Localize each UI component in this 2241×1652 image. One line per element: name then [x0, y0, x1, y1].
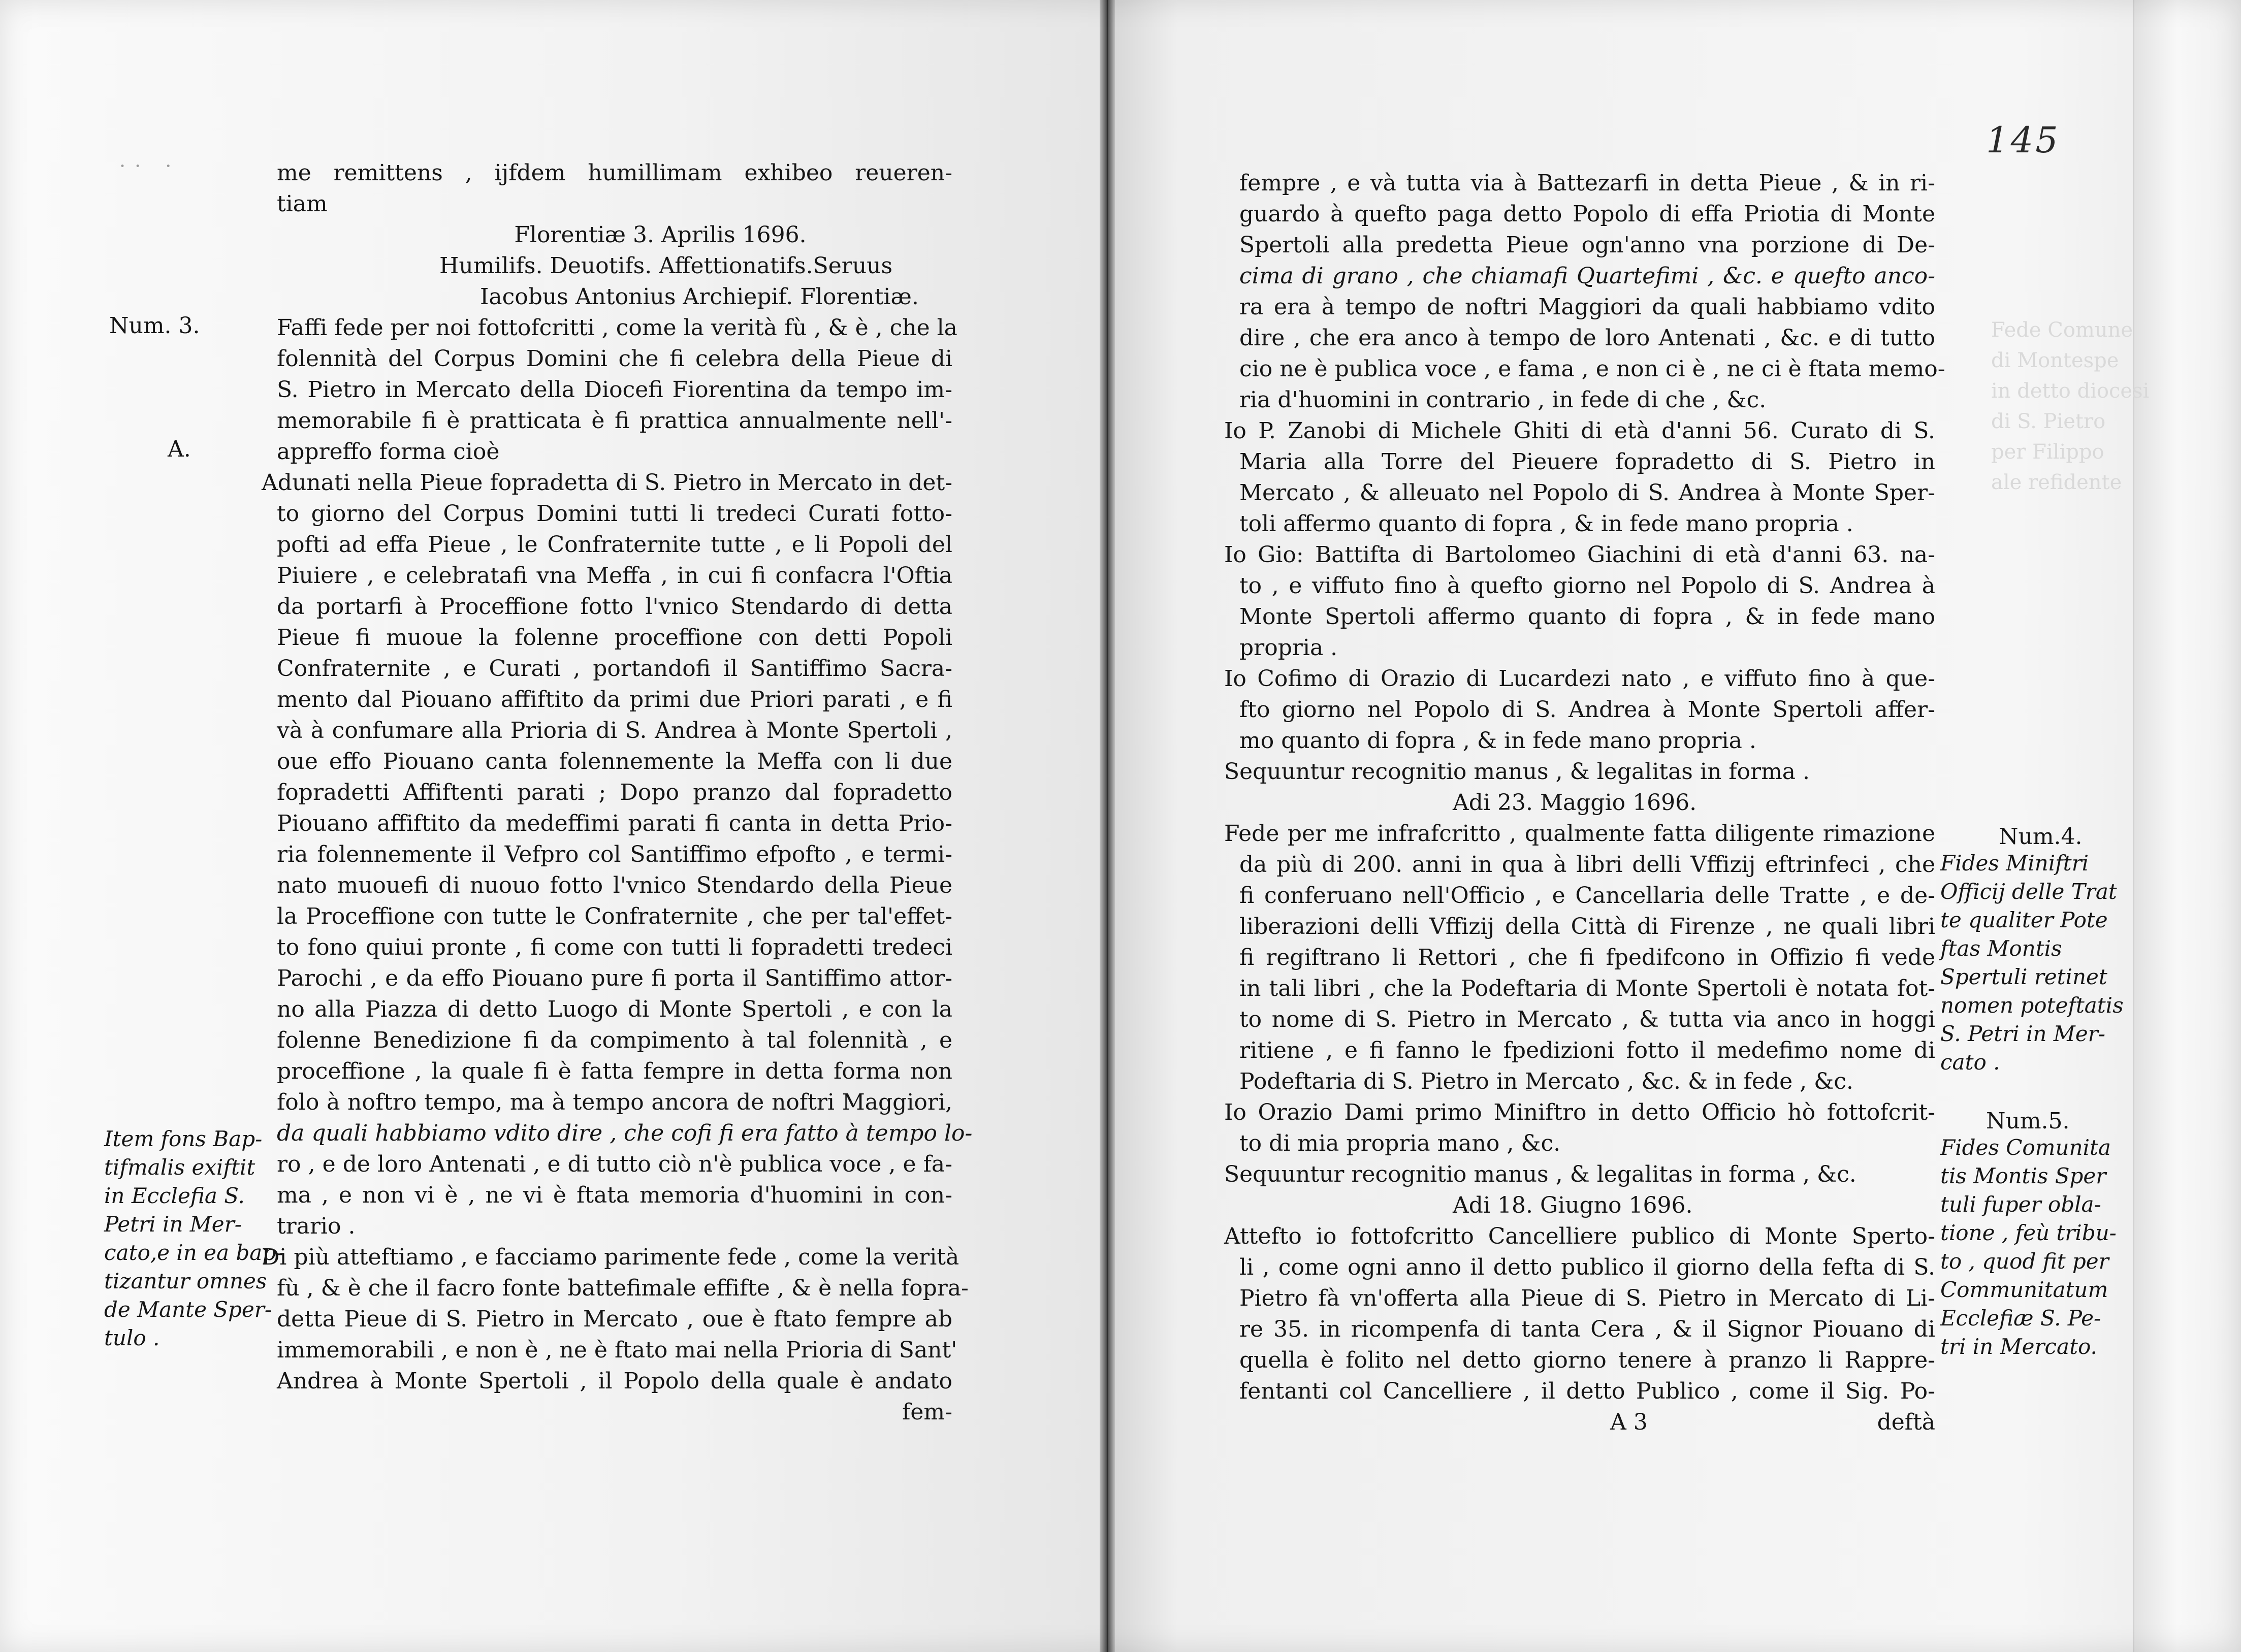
margin-note-line: te qualiter Pote [1940, 908, 2108, 932]
text-line: Confraternite , e Curati , portandofi il Santiffimo Sacra- [277, 656, 952, 682]
text-line: dire , che era anco à tempo de loro Antenati , &c. e di tutto [1239, 325, 1935, 351]
text-line: folennità del Corpus Domini che fi celebra della Pieue di [277, 346, 952, 372]
margin-note-line: Fides Miniftri [1940, 851, 2089, 876]
signature-line: Humilifs. Deuotifs. Affettionatifs.Seruus [439, 253, 893, 279]
margin-smudge: ·· · [119, 155, 181, 177]
text-line: guardo à quefto paga detto Popolo di effa Priotia di Monte [1239, 201, 1935, 227]
left-page-body [262, 157, 973, 1428]
margin-note-line: tuli fuper obla- [1940, 1192, 2101, 1217]
text-line: fi regiftrano li Rettori , che fi fpedifcono in Offizio fi vede [1239, 945, 1935, 970]
text-line: appreffo forma cioè [277, 439, 500, 465]
text-line: la Proceffione con tutte le Confraternite , che per tal'effet- [277, 903, 952, 929]
text-line: in tali libri , che la Podeftaria di Monte Spertoli è notata fot- [1239, 976, 1935, 1001]
book-gutter [1100, 0, 1115, 1652]
text-line: da più di 200. anni in qua à libri delli Vffizij eftrinfeci , che [1239, 852, 1935, 878]
text-line: ritiene , e fi fanno le fpedizioni fotto il medefimo nome di [1239, 1038, 1935, 1063]
dateline: Adi 23. Maggio 1696. [1453, 790, 1697, 816]
margin-note-line: Ecclefiæ S. Pe- [1940, 1306, 2101, 1331]
dateline: Florentiæ 3. Aprilis 1696. [514, 222, 807, 248]
text-line: Attefto io fottofcritto Cancelliere publico di Monte Sperto- [1224, 1223, 1935, 1249]
text-line: Io Orazio Dami primo Miniftro in detto Officio hò fottofcrit- [1224, 1099, 1935, 1125]
margin-note-line: Spertuli retinet [1940, 964, 2107, 989]
margin-note-line: tizantur omnes [104, 1269, 267, 1293]
text-line: propria . [1239, 635, 1338, 661]
text-line: S. Pietro in Mercato della Diocefi Fiorentina da tempo im- [277, 377, 952, 403]
margin-note-line: Petri in Mer- [104, 1212, 242, 1237]
text-line: ra era à tempo de noftri Maggiori da quali habbiamo vdito [1239, 294, 1935, 320]
margin-note-line: de Mante Sper- [104, 1297, 272, 1322]
text-line: re 35. in ricompenfa di tanta Cera , & il Signor Piouano di [1239, 1316, 1935, 1342]
margin-note-line: to , quod fit per [1940, 1249, 2109, 1274]
margin-note-fides-communitatis [1940, 1133, 2123, 1361]
text-line: oue effo Piouano canta folennemente la Meffa con li due [277, 749, 952, 774]
text-line: pofti ad effa Pieue , le Confraternite tutte , e li Popoli del [277, 532, 952, 558]
text-line: Io Gio: Battifta di Bartolomeo Giachini di età d'anni 63. na- [1224, 542, 1935, 568]
text-line: cio ne è publica voce , e fama , e non ci è , ne ci è ftata memo- [1239, 356, 1945, 382]
margin-note-line: in Ecclefia S. [104, 1183, 245, 1208]
text-line: Io Cofimo di Orazio di Lucardezi nato , e viffuto fino à que- [1224, 666, 1935, 692]
text-line: mo quanto di fopra , & in fede mano propria . [1239, 728, 1756, 754]
text-line: to giorno del Corpus Domini tutti li tredeci Curati fotto- [277, 501, 952, 527]
text-line: to , e viffuto fino à quefto giorno nel Popolo di S. Andrea à [1239, 573, 1935, 599]
text-line: nato muouefi di nuouo fotto l'vnico Stendardo della Pieue [277, 872, 952, 898]
text-line: toli affermo quanto di fopra , & in fede mano propria . [1239, 511, 1853, 537]
text-line: Podeftaria di S. Pietro in Mercato , &c. & in fede , &c. [1239, 1068, 1853, 1094]
margin-note-line: tulo . [104, 1325, 160, 1350]
text-line: Mercato , & alleuato nel Popolo di S. Andrea à Monte Sper- [1239, 480, 1935, 506]
text-line: Faffi fede per noi fottofcritti , come la verità fù , & è , che la [277, 315, 957, 341]
margin-note-line: S. Petri in Mer- [1940, 1021, 2105, 1046]
text-line: fto giorno nel Popolo di S. Andrea à Monte Spertoli affer- [1239, 697, 1935, 723]
margin-note-fides-ministri [1940, 849, 2123, 1077]
text-line: ria d'huomini in contrario , in fede di che , &c. [1239, 387, 1767, 413]
text-line: liberazioni delli Vffizij della Città di Firenze , ne quali libri [1239, 914, 1935, 940]
text-line: Adunati nella Pieue fopradetta di S. Pietro in Mercato in det- [262, 470, 952, 496]
margin-note-line: ftas Montis [1940, 936, 2062, 961]
text-line: fempre , e và tutta via à Battezarfi in detta Pieue , & in ri- [1239, 170, 1935, 196]
margin-number-4: Num.4. [1999, 824, 2083, 850]
show-through-text: Fede Comune di Montespe in detto diocesi di S. Pietro per Filippo ale refidente [1991, 318, 2150, 494]
text-line: ro , e de loro Antenati , e di tutto ciò n'è publica voce , e fa- [277, 1151, 952, 1177]
dateline: Adi 18. Giugno 1696. [1453, 1192, 1693, 1218]
text-line: da portarfi à Proceffione fotto l'vnico Stendardo di detta [277, 594, 952, 620]
text-line: Piuiere , e celebratafi vna Meffa , in cui fi confacra l'Oftia [277, 563, 952, 589]
margin-number-5: Num.5. [1986, 1108, 2070, 1134]
text-line: mento dal Piouano affiftito da primi due Priori parati , e fi [277, 687, 952, 712]
margin-note-line: tifmalis exiftit [104, 1155, 255, 1180]
text-line: fi conferuano nell'Officio , e Cancellaria delle Tratte , e de- [1239, 883, 1935, 909]
text-line: fopradetti Affiftenti parati ; Dopo pranzo dal fopradetto [277, 780, 952, 805]
text-line: Parochi , e da effo Piouano pure fi porta il Santiffimo attor- [277, 965, 952, 991]
text-line: Pietro fà vn'offerta alla Pieue di S. Pietro in Mercato di Li- [1239, 1285, 1935, 1311]
right-page-body [1224, 168, 1945, 1438]
text-line: Sequuntur recognitio manus , & legalitas in forma , &c. [1224, 1161, 1856, 1187]
text-line: fù , & è che il facro fonte battefimale effifte , & è nella fopra- [277, 1275, 969, 1301]
text-line: to nome di S. Pietro in Mercato , & tutta via anco in hoggi [1239, 1007, 1935, 1032]
margin-note-line: Fides Comunita [1940, 1135, 2111, 1160]
text-line: no alla Piazza di detto Luogo di Monte Spertoli , e con la [277, 996, 952, 1022]
text-line: ria folennemente il Vefpro col Santiffimo efpofto , e termi- [277, 841, 952, 867]
text-line: và à confumare alla Prioria di S. Andrea à Monte Spertoli , [277, 718, 952, 743]
signature-line: Iacobus Antonius Archiepif. Florentiæ. [480, 284, 919, 310]
margin-note-line: Item fons Bap- [104, 1126, 263, 1151]
text-line: me remittens , ijfdem humillimam exhibeo reueren- [277, 160, 952, 186]
text-line: Pieue fi muoue la folenne proceffione con detti Popoli [277, 625, 952, 651]
text-line: detta Pieue di S. Pietro in Mercato , oue è ftato fempre ab [277, 1306, 952, 1332]
next-sheet-edge [2133, 0, 2241, 1652]
text-line: memorabile fi è pratticata è fi prattica annualmente nell'- [277, 408, 952, 434]
text-line: Io P. Zanobi di Michele Ghiti di età d'anni 56. Curato di S. [1224, 418, 1935, 444]
catchword: fem- [902, 1399, 952, 1425]
margin-note-line: tis Montis Sper [1940, 1163, 2106, 1188]
text-line: da quali habbiamo vdito dire , che cofi fi era fatto à tempo lo- [277, 1120, 973, 1146]
text-line: to fono quiui pronte , fi come con tutti li fopradetti tredeci [277, 934, 952, 960]
text-line: Sequuntur recognitio manus , & legalitas in forma . [1224, 759, 1810, 785]
margin-note-line: Communitatum [1940, 1277, 2108, 1302]
text-line: folenne Benedizione fi da compimento à tal folennità , e [277, 1027, 952, 1053]
margin-note-line: tione , feù tribu- [1940, 1220, 2117, 1245]
catchword: deftà [1877, 1409, 1935, 1435]
text-line: Maria alla Torre del Pieuere fopradetto di S. Pietro in [1239, 449, 1935, 475]
margin-note-line: nomen poteftatis [1940, 993, 2124, 1018]
margin-note-item-fons [104, 1125, 282, 1352]
margin-note-line: Officij delle Trat [1940, 879, 2117, 904]
margin-note-line: cato,e in ea bap- [104, 1240, 283, 1265]
text-line: Piouano affiftito da medeffimi parati fi canta in detta Prio- [277, 811, 952, 836]
footer-line [1239, 1407, 1935, 1438]
signature-mark: A 3 [1610, 1409, 1648, 1435]
text-line: to di mia propria mano , &c. [1239, 1130, 1561, 1156]
text-line: folo à noftro tempo, ma à tempo ancora de noftri Maggiori, [277, 1089, 952, 1115]
text-line: proceffione , la quale fi è fatta fempre in detta forma non [277, 1058, 952, 1084]
text-line: ma , e non vi è , ne vi è ftata memoria d'huomini in con- [277, 1182, 952, 1208]
text-line: Monte Spertoli affermo quanto di fopra , & in fede mano [1239, 604, 1935, 630]
text-line: immemorabili , e non è , ne è ftato mai nella Prioria di Sant' [277, 1337, 957, 1363]
margin-note-line: cato . [1940, 1050, 2000, 1075]
margin-number-3: Num. 3. [109, 313, 200, 339]
text-line: Andrea à Monte Spertoli , il Popolo della quale è andato [277, 1368, 952, 1394]
folio-number: 145 [1986, 119, 2060, 161]
margin-letter-a: A. [168, 436, 191, 462]
margin-note-line: tri in Mercato. [1940, 1334, 2097, 1359]
text-line: fentanti col Cancelliere , il detto Publico , come il Sig. Po- [1239, 1378, 1935, 1404]
text-line: quella è folito nel detto giorno tenere à pranzo li Rappre- [1239, 1347, 1935, 1373]
text-line: Di più atteftiamo , e facciamo parimente fede , come la verità [262, 1244, 959, 1270]
text-line: Spertoli alla predetta Pieue ogn'anno vna porzione di De- [1239, 232, 1935, 258]
text-line: li , come ogni anno il detto publico il giorno della fefta di S. [1239, 1254, 1935, 1280]
text-line: cima di grano , che chiamafi Quartefimi , &c. e quefto anco- [1239, 263, 1935, 289]
text-line: trario . [277, 1213, 356, 1239]
text-line: Fede per me infrafcritto , qualmente fatta diligente rimazione [1224, 821, 1935, 847]
text-line: tiam [277, 191, 328, 217]
